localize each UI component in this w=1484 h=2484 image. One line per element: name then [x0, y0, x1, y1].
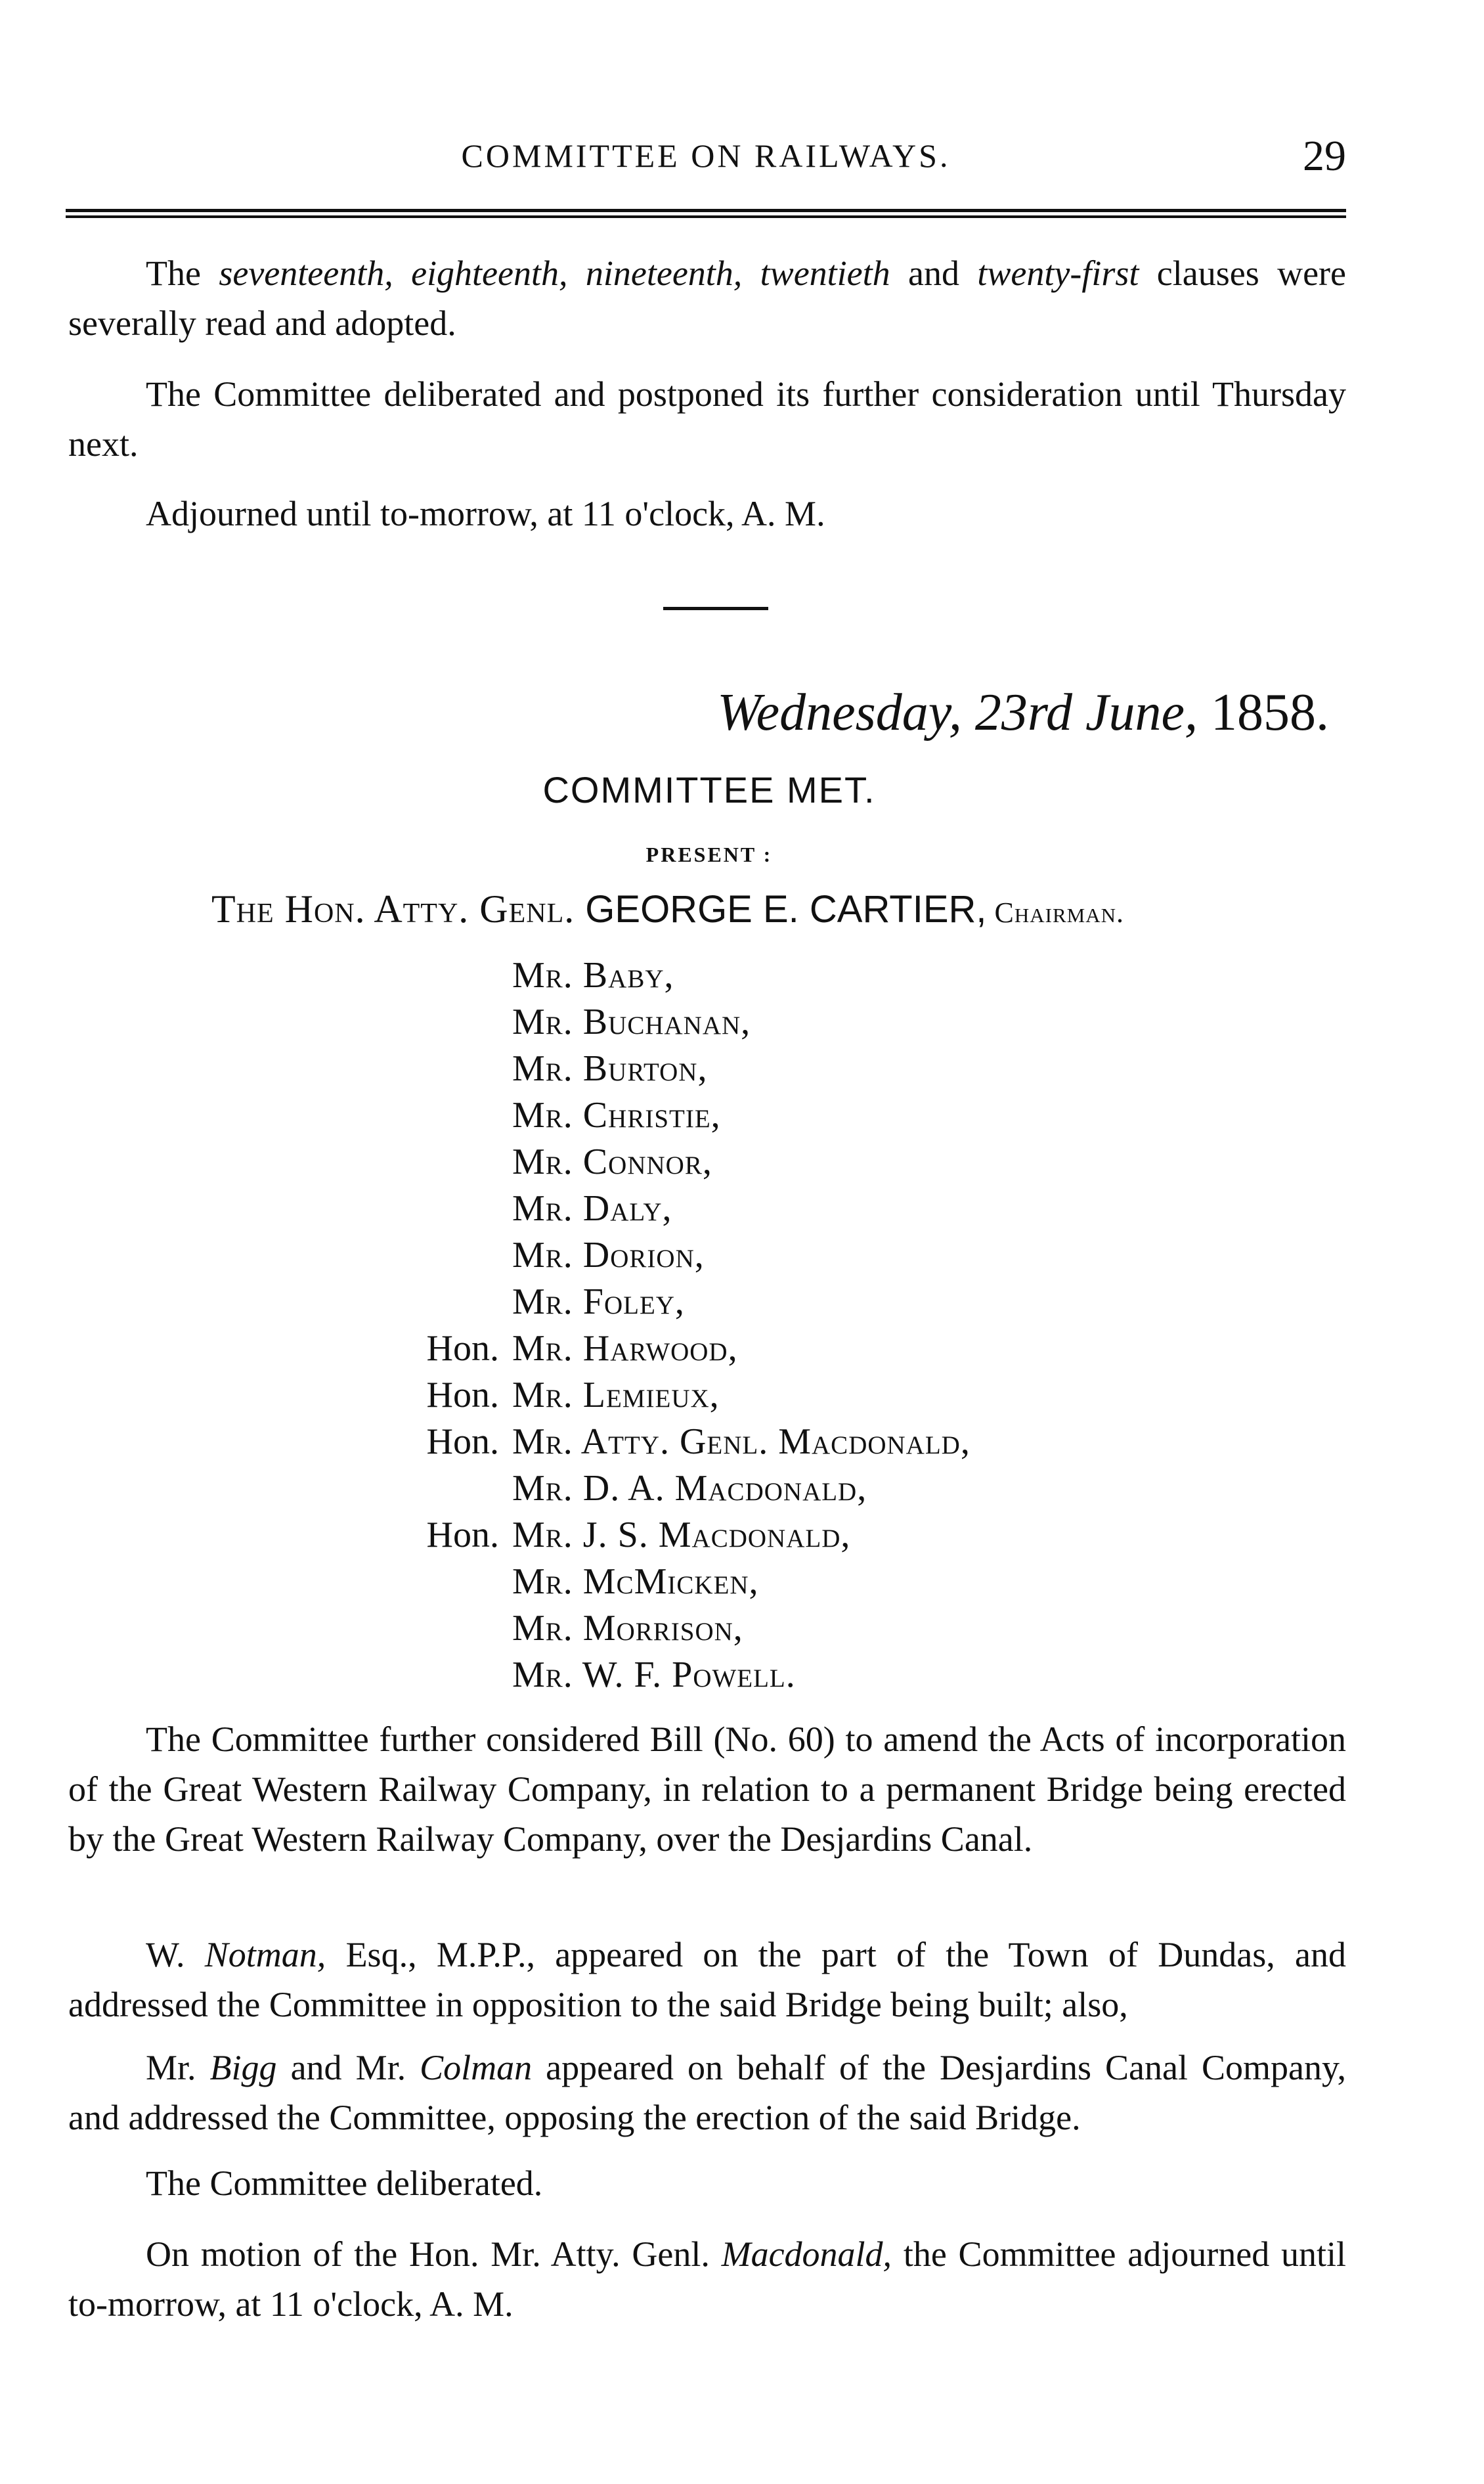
running-header	[66, 131, 1346, 184]
p1-italic-ordinals: seventeenth, eighteenth, nineteenth, twentieth	[219, 254, 890, 293]
paragraph-adjourned: Adjourned until to-morrow, at 11 o'clock, A. M.	[146, 494, 825, 533]
member-name: Mr. Atty. Genl. Macdonald,	[512, 1421, 971, 1462]
member-name: Mr. Dorion,	[512, 1235, 705, 1275]
p1-text-post: clauses were severally read and adopted.	[68, 254, 1347, 343]
list-item	[0, 1232, 1484, 1279]
list-item	[0, 1652, 1484, 1698]
p1-text-pre: The	[146, 254, 219, 293]
member-name: Mr. Morrison,	[512, 1608, 743, 1649]
member-name: Mr. Foley,	[512, 1281, 685, 1322]
member-name: Mr. Christie,	[512, 1095, 721, 1136]
p8-italic-macdonald: Macdonald,	[721, 2234, 892, 2274]
member-name: Mr. McMicken,	[512, 1561, 759, 1602]
member-name: Mr. Harwood,	[512, 1328, 738, 1369]
list-item	[0, 1559, 1484, 1605]
member-name: Mr. Buchanan,	[512, 1002, 751, 1042]
member-hon-prefix: Hon.	[426, 1421, 499, 1462]
p1-italic-twenty-first: twenty-first	[977, 254, 1139, 293]
chairman-line	[211, 887, 1124, 932]
dateline-weekday-date: Wednesday, 23rd June,	[717, 684, 1198, 742]
list-item	[0, 1465, 1484, 1512]
paragraph-postponed: The Committee deliberated and postponed its further consideration until Thursday next.	[68, 374, 1346, 464]
meeting-dateline	[717, 683, 1329, 743]
p5-text-pre: W.	[146, 1935, 205, 1974]
chairman-name: GEORGE E. CARTIER,	[585, 888, 987, 931]
section-divider-rule	[663, 607, 768, 610]
list-item	[0, 1046, 1484, 1092]
p8-text-pre: On motion of the Hon. Mr. Atty. Genl.	[146, 2234, 722, 2274]
p6-italic-colman: Colman	[420, 2048, 533, 2087]
paragraph-motion-adjourned	[68, 2229, 1346, 2329]
members-present-list	[0, 952, 1484, 1698]
member-name: Mr. Connor,	[512, 1142, 712, 1182]
p8-text-post: the Committee adjourned until to-morrow, at 11 o'clock, A. M.	[68, 2234, 1346, 2324]
member-name: Mr. Daly,	[512, 1188, 672, 1229]
list-item	[0, 999, 1484, 1046]
p5-text-post: Esq., M.P.P., appeared on the part of the Town of Dundas, and addressed the Committee in opposition to the said Bridge being built; also,	[68, 1935, 1346, 2024]
p6-text-post: appeared on behalf of the Desjardins Canal Company, and addressed the Committee, opposing the erection of the said Bridge.	[68, 2048, 1346, 2137]
member-name: Mr. Lemieux,	[512, 1375, 720, 1415]
paragraph-notman	[68, 1930, 1346, 2029]
list-item	[0, 1325, 1484, 1372]
paragraph-bill-60: The Committee further considered Bill (No. 60) to amend the Acts of incorporation of the Great Western Railway Company, in relation to a permanent Bridge being erected by the Great Western Railway Company, over the Desjardins Canal.	[68, 1719, 1346, 1859]
paragraph-clauses-adopted	[68, 248, 1346, 348]
list-item	[0, 1279, 1484, 1325]
dateline-year: 1858.	[1198, 684, 1329, 742]
member-name: Mr. Baby,	[512, 955, 674, 996]
member-name: Mr. W. F. Powell.	[512, 1654, 796, 1695]
member-hon-prefix: Hon.	[426, 1375, 499, 1415]
chairman-title: Chairman.	[986, 897, 1124, 929]
running-title: COMMITTEE ON RAILWAYS.	[461, 137, 951, 174]
list-item	[0, 1372, 1484, 1419]
present-label: PRESENT :	[645, 843, 773, 866]
paragraph-deliberated: The Committee deliberated.	[146, 2163, 543, 2203]
member-name: Mr. D. A. Macdonald,	[512, 1468, 867, 1509]
list-item	[0, 1092, 1484, 1139]
list-item	[0, 1605, 1484, 1652]
member-name: Mr. Burton,	[512, 1048, 708, 1089]
member-hon-prefix: Hon.	[426, 1515, 499, 1555]
header-double-rule	[66, 209, 1346, 218]
list-item	[0, 1419, 1484, 1465]
list-item	[0, 1139, 1484, 1186]
list-item	[0, 952, 1484, 999]
p6-text-pre: Mr.	[146, 2048, 210, 2087]
member-hon-prefix: Hon.	[426, 1328, 499, 1369]
p1-text-mid: and	[890, 254, 978, 293]
committee-met-heading: COMMITTEE MET.	[542, 769, 876, 810]
page-number: 29	[1303, 132, 1346, 180]
p5-italic-notman: Notman,	[204, 1935, 326, 1974]
member-name: Mr. J. S. Macdonald,	[512, 1515, 851, 1555]
p6-text-mid: and Mr.	[276, 2048, 420, 2087]
list-item	[0, 1512, 1484, 1559]
paragraph-bigg-colman	[68, 2043, 1346, 2142]
list-item	[0, 1186, 1484, 1232]
chairman-prefix: The Hon. Atty. Genl.	[211, 887, 586, 931]
p6-italic-bigg: Bigg	[209, 2048, 277, 2087]
